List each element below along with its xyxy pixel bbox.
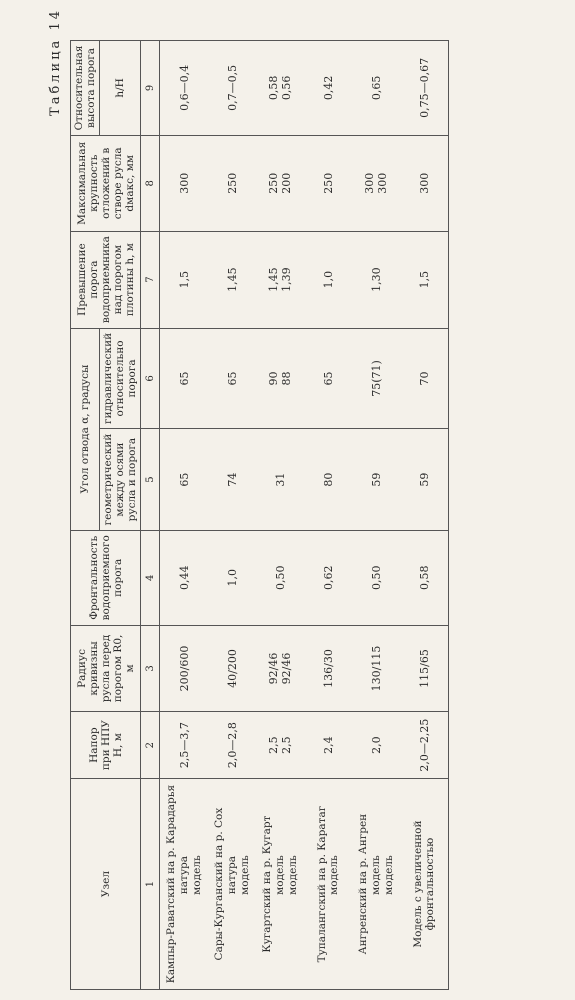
table-row: [256, 41, 304, 990]
cell-value: 1,45: [225, 267, 239, 292]
cell-value: 0,7—0,5: [225, 64, 239, 111]
header-head: Напор при НПУ H, м: [71, 712, 141, 779]
cell-value: 250: [225, 172, 239, 194]
ratio-cell: [352, 41, 400, 136]
cell-value: 0,75—0,67: [417, 57, 431, 118]
cell-value: 0,58: [267, 75, 281, 101]
angle-hydraulic-cell: [400, 328, 449, 429]
cell-value: 31: [273, 472, 287, 487]
frontality-cell: [304, 530, 352, 625]
threshold-excess-cell: [400, 231, 449, 328]
cell-value: 0,50: [273, 565, 287, 591]
cell-value: 136/30: [321, 649, 335, 688]
cell-value: 250: [267, 172, 281, 194]
cell-value: 70: [417, 371, 431, 386]
head-cell: [160, 712, 209, 779]
table-row: [208, 41, 256, 990]
radius-cell: [352, 625, 400, 711]
cell-value: 0,44: [177, 565, 191, 591]
cell-value: 65: [177, 371, 191, 386]
cell-value: 0,58: [417, 565, 431, 591]
cell-value: 0,50: [369, 565, 383, 591]
threshold-excess-cell: [304, 231, 352, 328]
frontality-cell: [208, 530, 256, 625]
head-cell: [208, 712, 256, 779]
node-name: Сары-Курганский на р. Сох: [213, 807, 226, 961]
cell-value: 300: [417, 172, 431, 194]
header-threshold-excess: Превышение порога водоприемника над порогом плотины h, м: [71, 231, 141, 328]
header-angle-geometric: геометрический между осями русла и порога: [100, 429, 141, 530]
ratio-cell: [160, 41, 209, 136]
column-number: 1: [141, 779, 160, 990]
max-size-cell: [256, 135, 304, 231]
cell-value: 40/200: [225, 649, 239, 688]
cell-value: 0,56: [280, 75, 294, 101]
header-ratio: h/H: [100, 41, 141, 136]
threshold-excess-cell: [160, 231, 209, 328]
angle-geometric-cell: [208, 429, 256, 530]
node-name-cell: [208, 779, 256, 990]
cell-value: 250: [321, 172, 335, 194]
node-name: Кугартский на р. Кугарт: [261, 815, 274, 953]
cell-value: 115/65: [417, 649, 431, 688]
cell-value: 1,5: [177, 270, 191, 289]
cell-value: 2,5: [267, 736, 281, 754]
cell-value: 1,0: [321, 270, 335, 289]
header-relative-height: Относительная высота порога: [71, 41, 100, 136]
cell-value: 74: [225, 472, 239, 487]
angle-hydraulic-cell: [208, 328, 256, 429]
frontality-cell: [256, 530, 304, 625]
cell-value: 80: [321, 472, 335, 487]
radius-cell: [304, 625, 352, 711]
data-table: [70, 40, 449, 990]
header-angle-hydraulic: гидравлический относительно порога: [100, 328, 141, 429]
header-angle: Угол отвода α, градусы: [71, 328, 100, 530]
angle-geometric-cell: [256, 429, 304, 530]
max-size-cell: [208, 135, 256, 231]
angle-geometric-cell: [160, 429, 209, 530]
column-number: 5: [141, 429, 160, 530]
threshold-excess-cell: [208, 231, 256, 328]
cell-value: 92/46: [280, 652, 294, 685]
frontality-cell: [160, 530, 209, 625]
cell-value: 200/600: [177, 645, 191, 692]
angle-geometric-cell: [304, 429, 352, 530]
cell-value: 2,5: [280, 736, 294, 754]
ratio-cell: [400, 41, 449, 136]
frontality-cell: [400, 530, 449, 625]
cell-value: 2,0—2,25: [417, 718, 431, 772]
node-subtype: модель: [274, 855, 287, 895]
node-subtype: натура: [226, 855, 239, 895]
cell-value: 200: [280, 172, 294, 194]
angle-hydraulic-cell: [304, 328, 352, 429]
cell-value: 1,45: [267, 267, 281, 292]
frontality-cell: [352, 530, 400, 625]
radius-cell: [256, 625, 304, 711]
node-subtype: модель: [382, 855, 395, 895]
ratio-cell: [208, 41, 256, 136]
cell-value: 1,0: [225, 569, 239, 587]
cell-value: 59: [369, 472, 383, 487]
cell-value: 1,39: [280, 267, 294, 292]
node-name: Кампыр-Раватский на р. Карадарья: [165, 784, 178, 984]
cell-value: 300: [177, 172, 191, 194]
header-frontality: Фронтальность водоприемного порога: [71, 530, 141, 625]
node-name-cell: [256, 779, 304, 990]
ratio-cell: [256, 41, 304, 136]
cell-value: 92/46: [267, 652, 281, 685]
table-row: [160, 41, 209, 990]
table-row: [304, 41, 352, 990]
node-subtype: модель: [370, 855, 383, 895]
cell-value: 75(71): [369, 360, 383, 397]
ratio-cell: [304, 41, 352, 136]
radius-cell: [208, 625, 256, 711]
cell-value: 59: [417, 472, 431, 487]
cell-value: 0,62: [321, 565, 335, 591]
cell-value: 0,6—0,4: [177, 64, 191, 111]
threshold-excess-cell: [256, 231, 304, 328]
node-name-cell: [352, 779, 400, 990]
max-size-cell: [352, 135, 400, 231]
node-name-cell: [304, 779, 352, 990]
column-number: 8: [141, 135, 160, 231]
column-number: 4: [141, 530, 160, 625]
radius-cell: [400, 625, 449, 711]
table-row: [352, 41, 400, 990]
cell-value: 2,0: [369, 736, 383, 754]
column-number-row: [141, 41, 160, 990]
head-cell: [352, 712, 400, 779]
cell-value: 130/115: [369, 645, 383, 692]
node-subtype: модель: [286, 855, 299, 895]
header-max-size: Максимальная крупность отложений в створе русла dмакс, мм: [71, 135, 141, 231]
node-subtype: модель: [238, 855, 251, 895]
angle-hydraulic-cell: [256, 328, 304, 429]
cell-value: 0,42: [321, 75, 335, 101]
node-subtype: натура: [178, 855, 191, 895]
node-name: Ангренский на р. Ангрен: [357, 813, 370, 955]
max-size-cell: [400, 135, 449, 231]
node-subtype: модель: [190, 855, 203, 895]
cell-value: 2,0—2,8: [225, 722, 239, 769]
head-cell: [256, 712, 304, 779]
node-name-cell: [160, 779, 209, 990]
column-number: 6: [141, 328, 160, 429]
column-number: 9: [141, 41, 160, 136]
cell-value: 65: [225, 371, 239, 386]
header-radius: Радиус кривизны русла перед порогом R0, м: [71, 625, 141, 711]
column-number: 7: [141, 231, 160, 328]
cell-value: 65: [177, 472, 191, 487]
head-cell: [400, 712, 449, 779]
cell-value: 2,5—3,7: [177, 722, 191, 769]
column-number: 3: [141, 625, 160, 711]
cell-value: 300: [363, 172, 377, 194]
table-caption: Таблица 14: [48, 8, 63, 116]
cell-value: 1,5: [417, 270, 431, 289]
max-size-cell: [304, 135, 352, 231]
angle-geometric-cell: [352, 429, 400, 530]
table-row: [400, 41, 449, 990]
cell-value: 90: [267, 371, 281, 386]
node-name: Тупалангский на р. Каратаг: [315, 805, 328, 963]
node-name-cell: [400, 779, 449, 990]
cell-value: 65: [321, 371, 335, 386]
node-name: Модель с увеличенной фронтальностью: [411, 820, 437, 948]
max-size-cell: [160, 135, 209, 231]
node-subtype: модель: [328, 855, 341, 895]
cell-value: 300: [376, 172, 390, 194]
angle-hydraulic-cell: [352, 328, 400, 429]
angle-geometric-cell: [400, 429, 449, 530]
radius-cell: [160, 625, 209, 711]
cell-value: 1,30: [369, 267, 383, 292]
angle-hydraulic-cell: [160, 328, 209, 429]
threshold-excess-cell: [352, 231, 400, 328]
column-number: 2: [141, 712, 160, 779]
head-cell: [304, 712, 352, 779]
header-node: Узел: [71, 779, 141, 990]
cell-value: 2,4: [321, 736, 335, 754]
cell-value: 0,65: [369, 75, 383, 101]
cell-value: 88: [280, 371, 294, 386]
